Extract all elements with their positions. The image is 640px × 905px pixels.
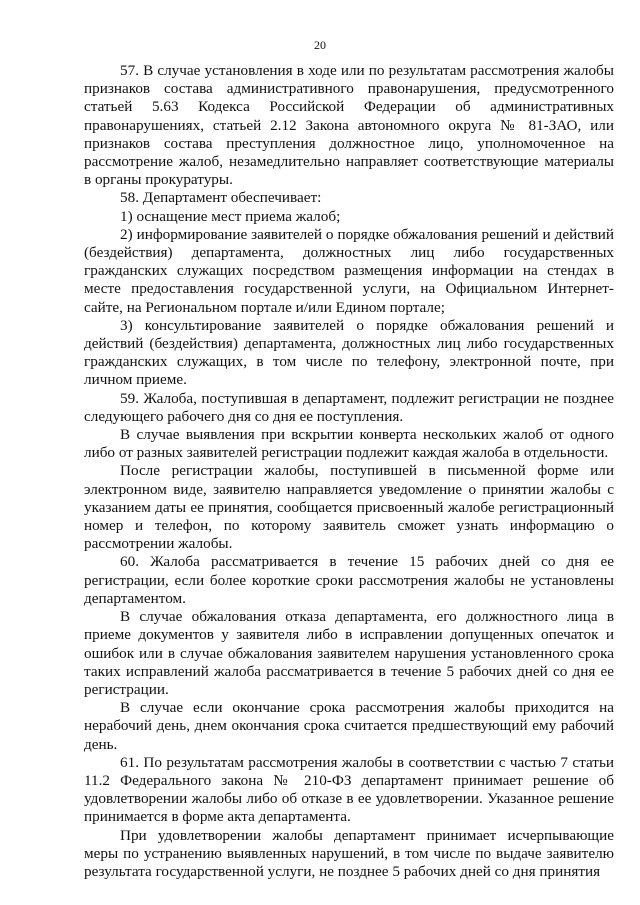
paragraph-59-part-3: После регистрации жалобы, поступившей в письменной форме или электронном виде, заявителю направляется уведомление о принятии жалобы с указанием даты ее принятия, сообщается присвоенный жалобе регистрационный номер и телефон, по которому заявитель сможет узнать информацию о рассмотрении жалобы.: [84, 462, 614, 553]
paragraph-61: 61. По результатам рассмотрения жалобы в соответствии с частью 7 статьи 11.2 Федерального закона № 210-ФЗ департамент принимает решение об удовлетворении жалобы либо об отказе в ее удовлетворении. Указанное решение принимается в форме акта департамента.: [84, 753, 614, 826]
paragraph-59: 59. Жалоба, поступившая в департамент, подлежит регистрации не позднее следующего рабочего дня со дня ее поступления.: [84, 389, 614, 425]
paragraph-60-part-3: В случае если окончание срока рассмотрения жалобы приходится на нерабочий день, днем окончания срока считается предшествующий ему рабочий день.: [84, 699, 614, 753]
paragraph-60: 60. Жалоба рассматривается в течение 15 рабочих дней со дня ее регистрации, если более короткие сроки рассмотрения жалобы не установлены департаментом.: [84, 553, 614, 607]
page-number: 20: [314, 38, 326, 52]
paragraph-61-part-2: При удовлетворении жалобы департамент принимает исчерпывающие меры по устранению выявленных нарушений, в том числе по выдаче заявителю результата государственной услуги, не позднее 5 рабочих дней со дня принятия: [84, 826, 614, 880]
paragraph-58-item-1: 1) оснащение мест приема жалоб;: [120, 207, 341, 225]
paragraph-58: 58. Департамент обеспечивает:: [120, 189, 322, 207]
paragraph-60-part-2: В случае обжалования отказа департамента, его должностного лица в приеме документов у заявителя либо в исправлении допущенных опечаток и ошибок или в случае обжалования заявителем нарушения установленного срока таких исправлений жалоба рассматривается в течение 5 рабочих дней со дня ее регистрации.: [84, 608, 614, 698]
paragraph-59-part-2: В случае выявления при вскрытии конверта нескольких жалоб от одного либо от разных заявителей регистрации подлежит каждая жалоба в отдельности.: [84, 426, 614, 462]
document-body: [84, 62, 614, 881]
paragraph-57: 57. В случае установления в ходе или по результатам рассмотрения жалобы признаков состава административного правонарушения, предусмотренного статьей 5.63 Кодекса Российской Федерации об административных правонарушениях, статьей 2.12 Закона автономного округа № 81-ЗАО, или признаков состава преступления должностное лицо, уполномоченное на рассмотрение жалоб, незамедлительно направляет соответствующие материалы в органы прокуратуры.: [84, 62, 614, 189]
paragraph-58-item-2: 2) информирование заявителей о порядке обжалования решений и действий (бездействия) департамента, должностных лиц либо государственных гражданских служащих посредством размещения информации на стендах в месте предоставления государственной услуги, на Официальном Интернет-сайте, на Региональном портале и/или Едином портале;: [84, 225, 614, 316]
paragraph-58-item-3: 3) консультирование заявителей о порядке обжалования решений и действий (бездействия) департамента, должностных лиц либо государственных гражданских служащих, в том числе по телефону, электронной почте, при личном приеме.: [84, 316, 614, 389]
